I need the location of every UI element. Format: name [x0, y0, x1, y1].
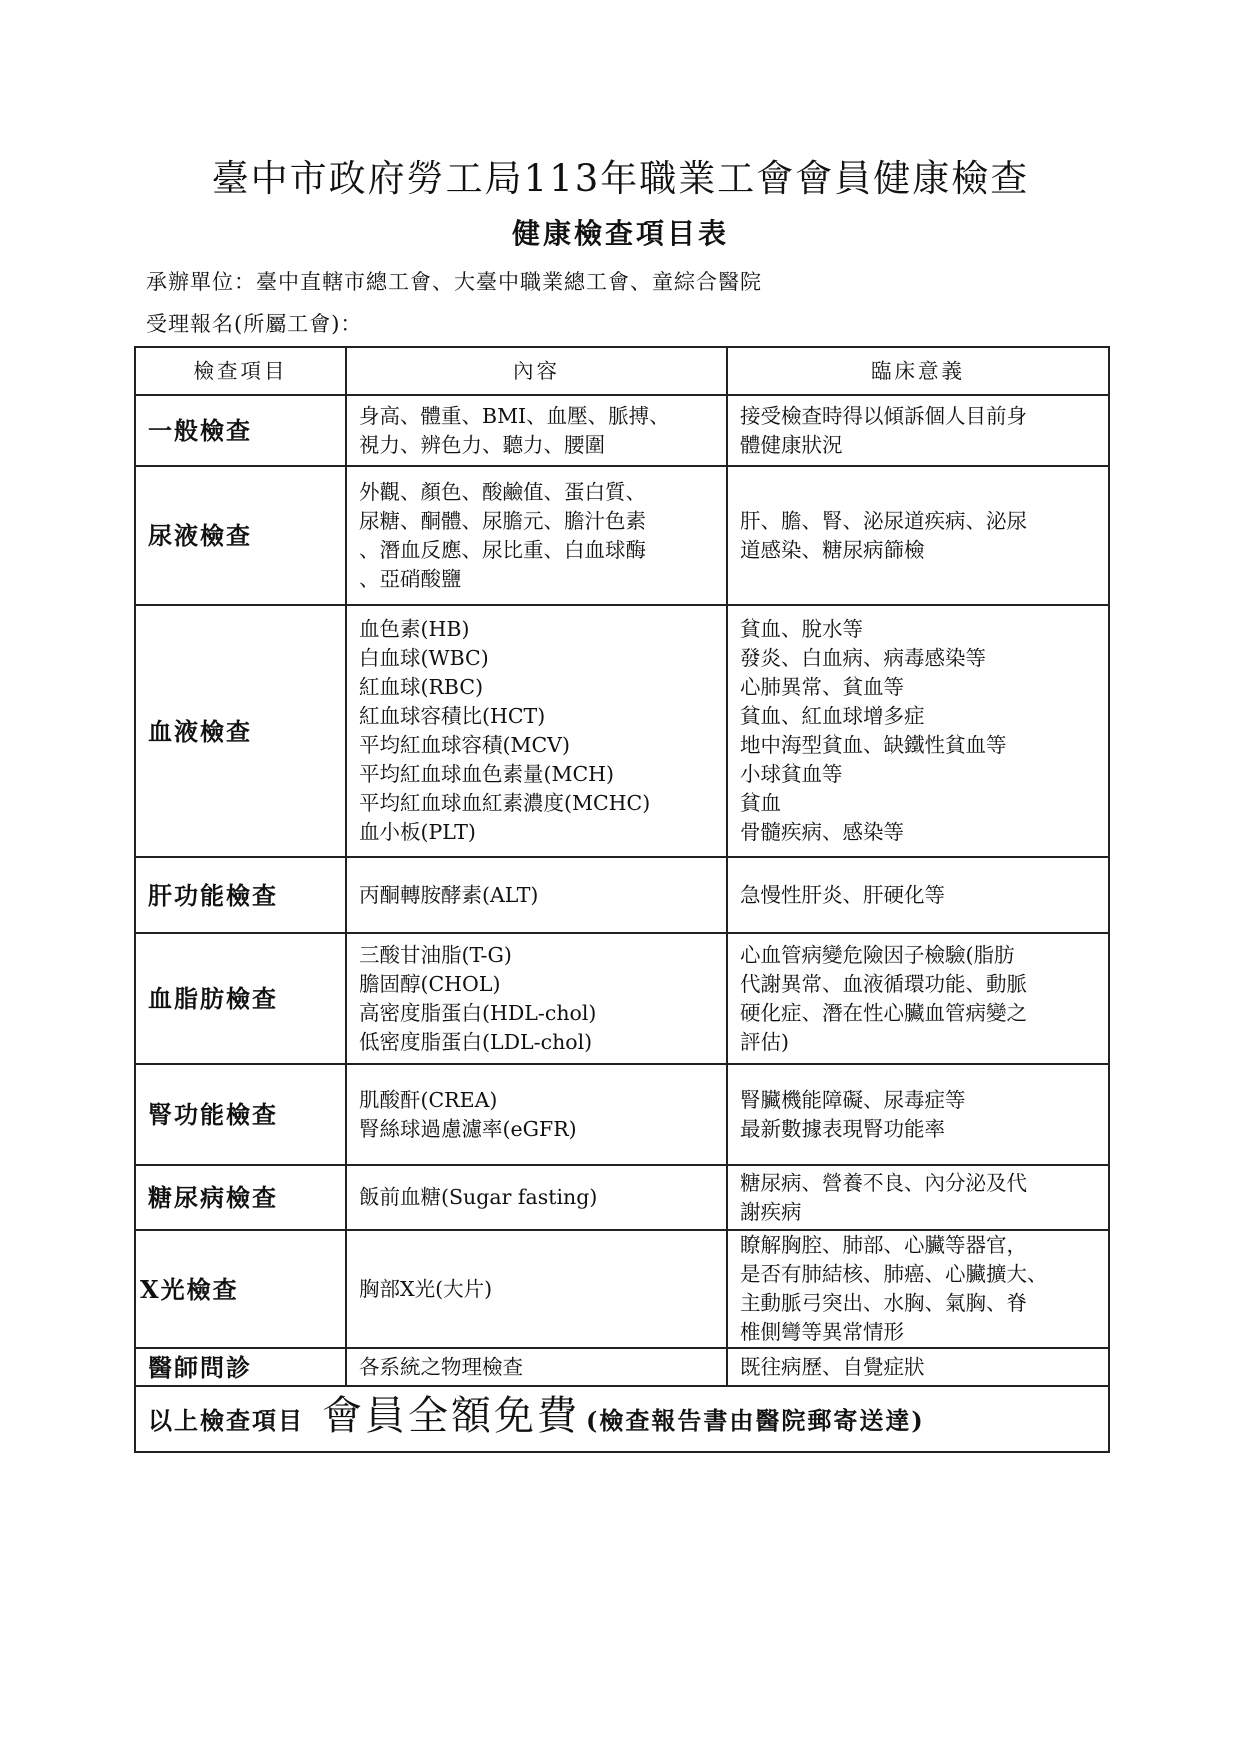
row-category: X光檢查 [135, 1230, 346, 1348]
health-check-table [134, 346, 1110, 1453]
content-line: 外觀、顏色、酸鹼值、蛋白質、 [359, 479, 646, 504]
row-meaning [727, 1348, 1109, 1386]
meaning-line: 體健康狀況 [740, 432, 843, 457]
table-row [135, 1165, 1109, 1230]
meaning-line: 小球貧血等 [740, 762, 843, 786]
row-category: 一般檢查 [135, 395, 346, 466]
table-row [135, 857, 1109, 933]
table-row [135, 466, 1109, 605]
footer-prefix: 以上檢查項目 [148, 1405, 304, 1435]
table-row [135, 395, 1109, 466]
meaning-line: 心血管病變危險因子檢驗(脂肪 [740, 942, 1015, 967]
row-content [346, 466, 727, 605]
footer-suffix: (檢查報告書由醫院郵寄送達) [586, 1405, 925, 1435]
row-category: 肝功能檢查 [135, 857, 346, 933]
row-category: 血脂肪檢查 [135, 933, 346, 1064]
content-line: 平均紅血球血紅素濃度(MCHC) [359, 791, 651, 815]
row-content [346, 1165, 727, 1230]
page-title: 臺中市政府勞工局113年職業工會會員健康檢查 [211, 157, 1030, 200]
row-content [346, 1064, 727, 1165]
content-line: 血色素(HB) [359, 617, 470, 641]
content-line: 白血球(WBC) [359, 646, 489, 670]
header-content: 內容 [346, 347, 727, 395]
meaning-line: 貧血 [740, 791, 781, 815]
row-meaning [727, 1165, 1109, 1230]
meaning-line: 心肺異常、貧血等 [740, 675, 904, 699]
row-content [346, 1348, 727, 1386]
content-line: 身高、體重、BMI、血壓、脈搏、 [359, 403, 670, 428]
meaning-line: 地中海型貧血、缺鐵性貧血等 [740, 733, 1007, 757]
row-content [346, 857, 727, 933]
row-content [346, 933, 727, 1064]
content-line: 腎絲球過慮濾率(eGFR) [359, 1116, 577, 1141]
table-header-row [135, 347, 1109, 395]
meaning-line: 發炎、白血病、病毒感染等 [740, 646, 986, 670]
meaning-line: 最新數據表現腎功能率 [740, 1116, 945, 1141]
table-row [135, 933, 1109, 1064]
table-row [135, 605, 1109, 857]
table-row [135, 1064, 1109, 1165]
table-row [135, 1348, 1109, 1386]
footer-highlight: 會員全額免費 [322, 1392, 580, 1439]
content-line: 高密度脂蛋白(HDL-chol) [359, 1000, 597, 1025]
content-line: 飯前血糖(Sugar fasting) [359, 1185, 598, 1209]
meaning-line: 貧血、紅血球增多症 [740, 704, 925, 728]
registration-line: 受理報名(所屬工會)： [146, 312, 363, 336]
meaning-line: 貧血、脫水等 [740, 617, 863, 641]
content-line: 肌酸酐(CREA) [359, 1087, 498, 1112]
meaning-line: 肝、膽、腎、泌尿道疾病、泌尿 [740, 508, 1027, 533]
content-line: 胸部X光(大片) [359, 1276, 493, 1301]
meaning-line: 代謝異常、血液循環功能、動脈 [740, 971, 1027, 996]
organizer-line: 承辦單位：臺中直轄市總工會、大臺中職業總工會、童綜合醫院 [146, 270, 762, 294]
row-meaning [727, 466, 1109, 605]
row-meaning [727, 857, 1109, 933]
content-line: 各系統之物理檢查 [359, 1354, 523, 1379]
meaning-line: 急慢性肝炎、肝硬化等 [740, 882, 945, 907]
meaning-line: 椎側彎等異常情形 [740, 1320, 904, 1344]
meaning-line: 腎臟機能障礙、尿毒症等 [740, 1087, 966, 1112]
meaning-line: 既往病歷、自覺症狀 [740, 1354, 925, 1379]
content-line: 尿糖、酮體、尿膽元、膽汁色素 [359, 508, 646, 533]
header-meaning: 臨床意義 [727, 347, 1109, 395]
content-line: 紅血球(RBC) [359, 675, 484, 699]
row-category: 血液檢查 [135, 605, 346, 857]
row-meaning [727, 1230, 1109, 1348]
page-subtitle: 健康檢查項目表 [511, 217, 729, 250]
meaning-line: 主動脈弓突出、水胸、氣胸、脊 [740, 1291, 1027, 1315]
content-line: 平均紅血球血色素量(MCH) [359, 762, 615, 786]
meaning-line: 骨髓疾病、感染等 [740, 820, 904, 844]
row-meaning [727, 605, 1109, 857]
table-footer-row [135, 1386, 1109, 1452]
meaning-line: 糖尿病、營養不良、內分泌及代 [740, 1170, 1027, 1195]
meaning-line: 硬化症、潛在性心臟血管病變之 [740, 1000, 1027, 1025]
table-row [135, 1230, 1109, 1348]
footer-note [135, 1386, 1109, 1452]
row-content [346, 395, 727, 466]
meaning-line: 是否有肺結核、肺癌、心臟擴大、 [740, 1262, 1048, 1286]
row-meaning [727, 395, 1109, 466]
row-meaning [727, 933, 1109, 1064]
row-meaning [727, 1064, 1109, 1165]
content-line: 紅血球容積比(HCT) [359, 704, 546, 728]
content-line: 丙酮轉胺酵素(ALT) [359, 882, 539, 907]
row-category: 尿液檢查 [135, 466, 346, 605]
row-content [346, 605, 727, 857]
meaning-line: 評估) [740, 1029, 789, 1054]
row-category: 醫師問診 [135, 1348, 346, 1386]
content-line: 視力、辨色力、聽力、腰圍 [359, 432, 605, 457]
header-category: 檢查項目 [135, 347, 346, 395]
content-line: 三酸甘油脂(T-G) [359, 942, 512, 967]
row-category: 糖尿病檢查 [135, 1165, 346, 1230]
content-line: 膽固醇(CHOL) [359, 971, 501, 996]
content-line: 血小板(PLT) [359, 820, 476, 844]
content-line: 、亞硝酸鹽 [359, 566, 462, 591]
content-line: 平均紅血球容積(MCV) [359, 733, 570, 757]
meaning-line: 瞭解胸腔、肺部、心臟等器官， [740, 1233, 1027, 1257]
row-category: 腎功能檢查 [135, 1064, 346, 1165]
meaning-line: 接受檢查時得以傾訴個人目前身 [740, 403, 1027, 428]
meaning-line: 謝疾病 [740, 1199, 802, 1224]
content-line: 低密度脂蛋白(LDL-chol) [359, 1029, 593, 1054]
row-content [346, 1230, 727, 1348]
content-line: 、潛血反應、尿比重、白血球酶 [359, 537, 646, 562]
meaning-line: 道感染、糖尿病篩檢 [740, 537, 925, 562]
